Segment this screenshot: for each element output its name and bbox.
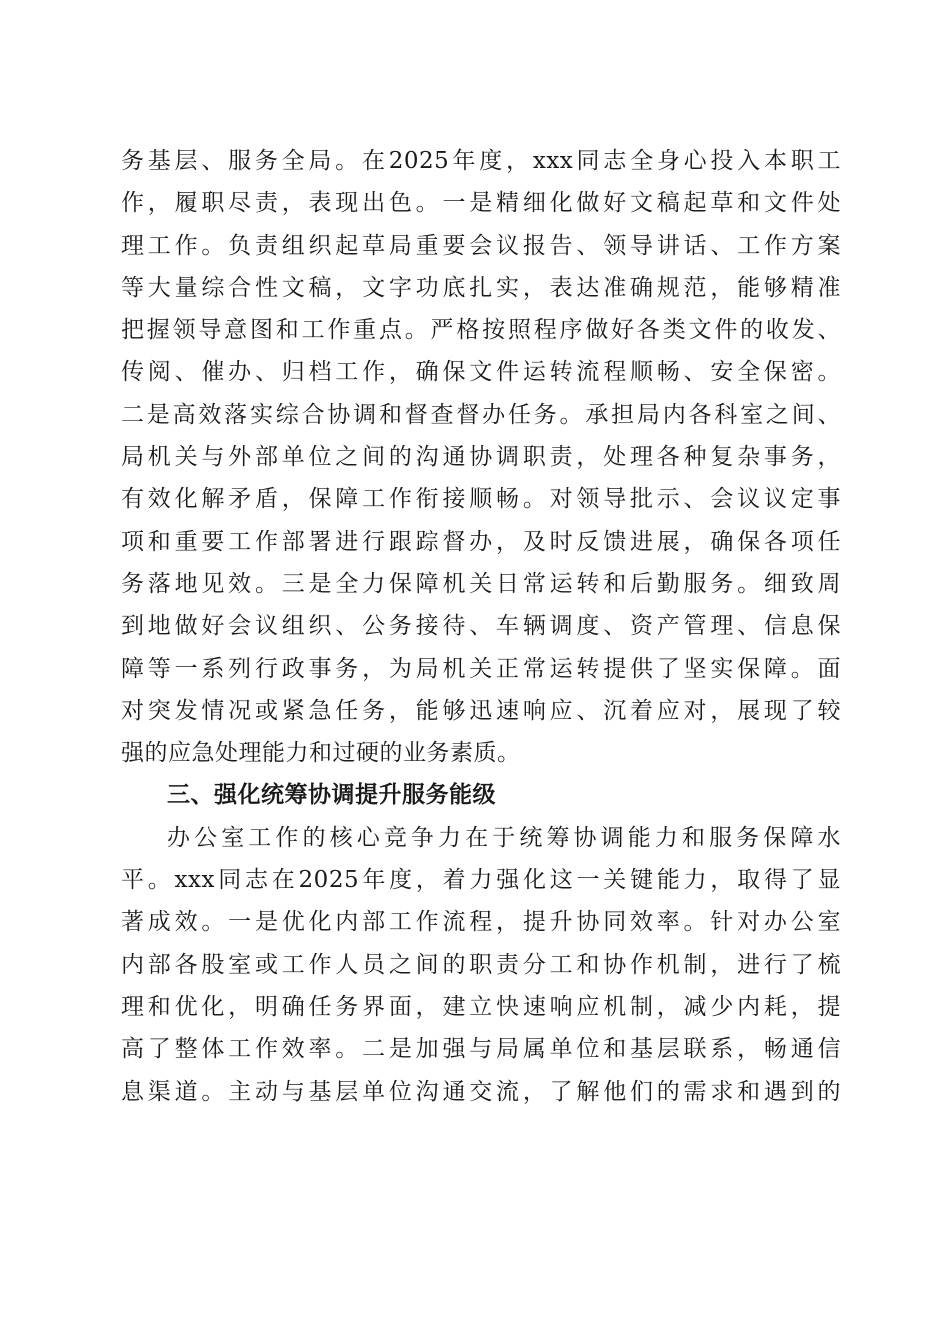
body-line: 理和优化，明确任务界面，建立快速响应机制，减少内耗，提 — [121, 993, 841, 1020]
body-line: 有效化解矛盾，保障工作衔接顺畅。对领导批示、会议议定事 — [121, 486, 841, 513]
body-line: 办公室工作的核心竞争力在于统筹协调能力和服务保障水 — [167, 824, 841, 851]
document-body — [121, 140, 841, 1113]
body-line: 障等一系列行政事务，为局机关正常运转提供了坚实保障。面 — [121, 655, 841, 682]
body-line: 息渠道。主动与基层单位沟通交流，了解他们的需求和遇到的 — [121, 1078, 841, 1105]
body-line: 作，履职尽责，表现出色。一是精细化做好文稿起草和文件处 — [121, 190, 841, 217]
body-line: 著成效。一是优化内部工作流程，提升协同效率。针对办公室 — [121, 909, 841, 936]
body-line: 到地做好会议组织、公务接待、车辆调度、资产管理、信息保 — [121, 613, 841, 640]
body-line: 理工作。负责组织起草局重要会议报告、领导讲话、工作方案 — [121, 232, 841, 259]
body-line: 把握领导意图和工作重点。严格按照程序做好各类文件的收发、 — [121, 317, 841, 344]
body-line: 等大量综合性文稿，文字功底扎实，表达准确规范，能够精准 — [121, 274, 841, 301]
body-line: 内部各股室或工作人员之间的职责分工和协作机制，进行了梳 — [121, 951, 841, 978]
body-line: 务基层、服务全局。在2025年度，xxx同志全身心投入本职工 — [121, 148, 841, 174]
body-line: 局机关与外部单位之间的沟通协调职责，处理各种复杂事务， — [121, 444, 841, 471]
body-line: 对突发情况或紧急任务，能够迅速响应、沉着应对，展现了较 — [121, 697, 841, 724]
body-line: 平。xxx同志在2025年度，着力强化这一关键能力，取得了显 — [121, 867, 841, 894]
body-line: 务落地见效。三是全力保障机关日常运转和后勤服务。细致周 — [121, 570, 841, 597]
body-line: 二是高效落实综合协调和督查督办任务。承担局内各科室之间、 — [121, 401, 841, 428]
body-line: 传阅、催办、归档工作，确保文件运转流程顺畅、安全保密。 — [121, 359, 841, 386]
body-line: 强的应急处理能力和过硬的业务素质。 — [121, 740, 521, 767]
section-heading: 三、强化统筹协调提升服务能级 — [167, 782, 496, 809]
body-line: 项和重要工作部署进行跟踪督办，及时反馈进展，确保各项任 — [121, 528, 841, 555]
body-line: 高了整体工作效率。二是加强与局属单位和基层联系，畅通信 — [121, 1036, 841, 1063]
